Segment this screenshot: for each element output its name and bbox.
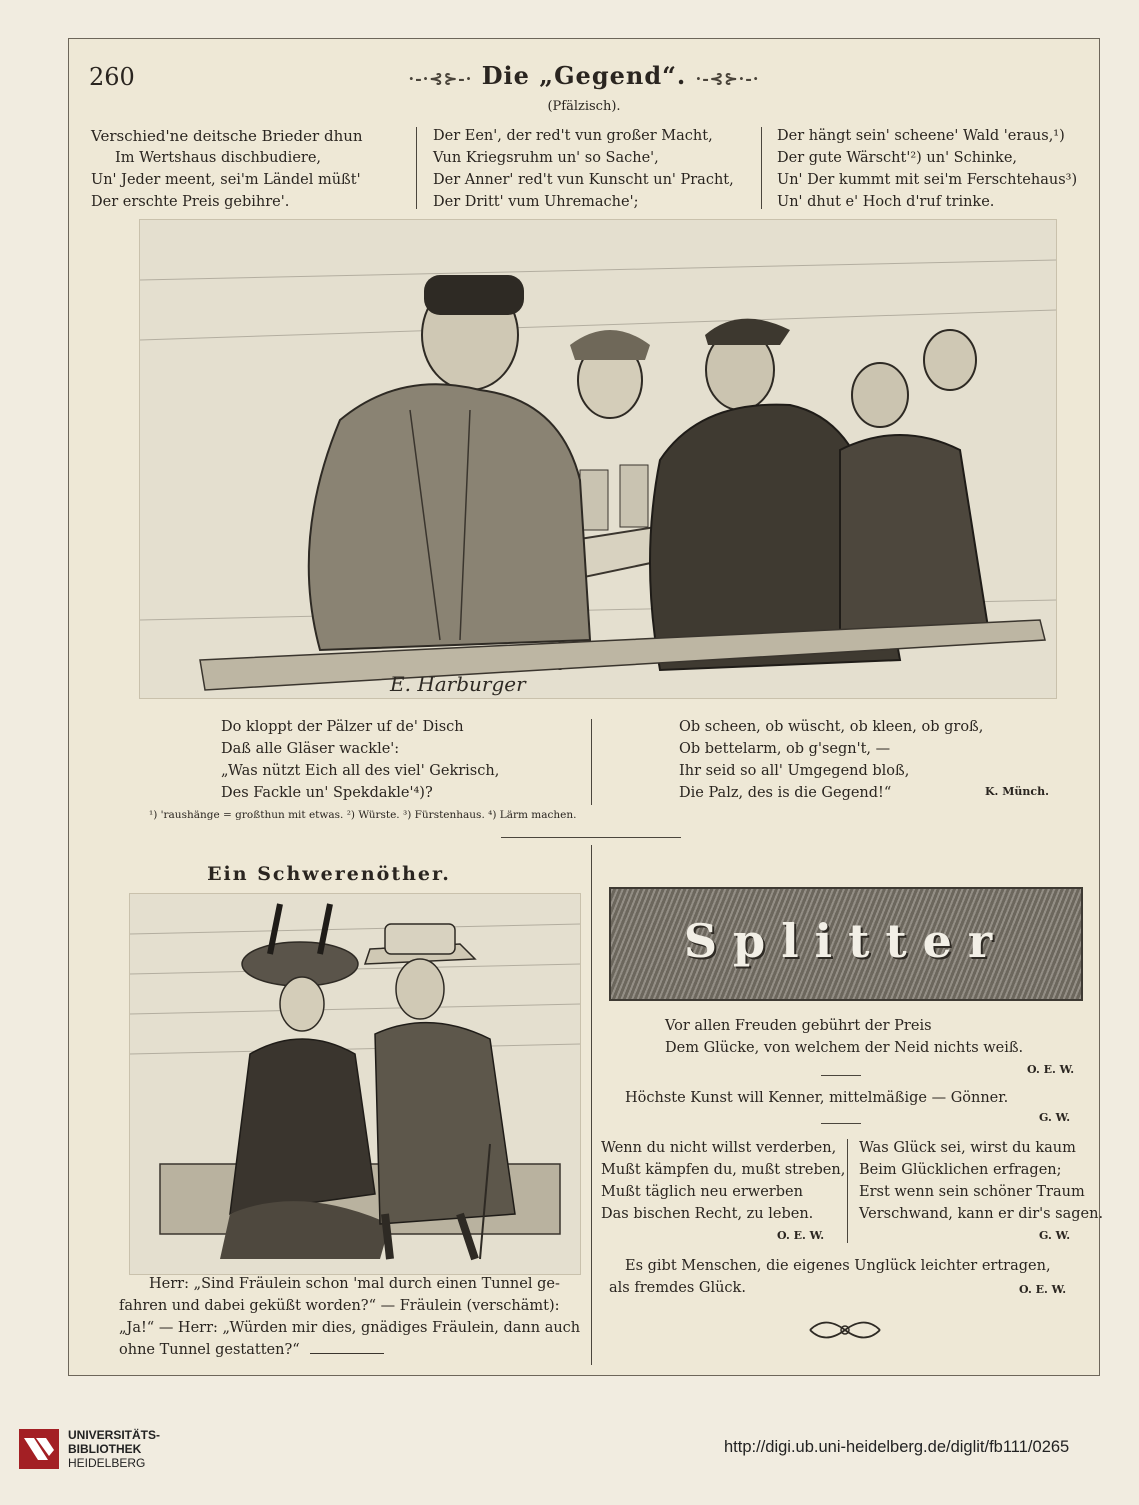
column-divider [591,845,592,1365]
signature-left: O. E. W. [777,1229,825,1242]
aphorism-2 [625,1087,1085,1109]
verse-line: Do kloppt der Pälzer uf de' Disch [221,719,464,735]
verse-line: Un' Der kummt mit sei'm Ferschtehaus³) [777,172,1078,188]
verse-line: Verschwand, kann er dir's sagen. [859,1206,1104,1222]
library-logo [18,1420,198,1480]
verse-line: Ob bettelarm, ob g'segn't, — [679,741,891,757]
library-name [68,1428,160,1470]
verse-line: Die Palz, des is die Gegend!“ [679,785,892,801]
verse-line: Der Dritt' vum Uhremache'; [433,194,639,210]
page-number: 260 [89,63,135,91]
page-title [69,61,1099,90]
illustrator-signature: E. Harburger [390,672,526,696]
aphorism-line: Vor allen Freuden gebührt der Preis [665,1018,932,1034]
verse-line: Mußt täglich neu erwerben [601,1184,803,1200]
poem-signature: K. Münch. [985,785,1049,798]
aphorism-line: als fremdes Glück. [609,1280,746,1296]
column-divider [591,719,592,805]
library-name-line: BIBLIOTHEK [68,1442,142,1456]
couple-illustration [129,893,581,1275]
verse-line: Erst wenn sein schöner Traum [859,1184,1085,1200]
tavern-drawing [140,220,1056,698]
verse-line: Des Fackle un' Spekdakle'⁴)? [221,785,433,801]
prose-line: „Ja!“ — Herr: „Würden mir dies, gnädiges Fräulein, dann auch [119,1320,581,1336]
aphorism-1 [665,1015,1085,1059]
verse-line: Mußt kämpfen du, mußt streben, [601,1162,846,1178]
verse-line: Ob scheen, ob wüscht, ob kleen, ob groß, [679,719,984,735]
verse-line: Der gute Wärscht'²) un' Schinke, [777,150,1018,166]
footnotes: ¹) 'raushänge = großthun mit etwas. ²) Würste. ³) Fürstenhaus. ⁴) Lärm machen. [149,809,577,821]
prose-line: Herr: „Sind Fräulein schon 'mal durch einen Tunnel ge- [149,1276,560,1292]
aphorism-line: Es gibt Menschen, die eigenes Unglück leichter ertragen, [625,1258,1051,1274]
prose-line [119,1339,579,1361]
verse-line: Un' Jeder meent, sei'm Ländel müßt' [91,172,361,188]
poem-right [859,1137,1104,1225]
column-divider [416,127,417,209]
verse-line: Der Een', der red't vun großer Macht, [433,128,713,144]
page-subtitle: (Pfälzisch). [547,99,621,114]
stanza-3 [777,125,1095,213]
verse-line: „Was nützt Eich all des viel' Gekrisch, [221,763,500,779]
verse-line: Daß alle Gläser wackle': [221,741,400,757]
signature-2: G. W. [1039,1111,1071,1124]
signature-right: G. W. [1039,1229,1071,1242]
section-rule [501,837,681,838]
ornament-right-icon: ·-⊰⊱·-· [695,69,760,88]
verse-line: Der hängt sein' scheene' Wald 'eraus,¹) [777,128,1065,144]
splitter-banner: Splitter [609,887,1083,1001]
verse-line: Der erschte Preis gebihre'. [91,194,290,210]
signature-1: O. E. W. [1027,1063,1075,1076]
anecdote-text [119,1273,579,1361]
library-name-line: UNIVERSITÄTS- [68,1428,161,1442]
stanza-4 [221,716,561,804]
aphorism-line: Dem Glücke, von welchem der Neid nichts weiß. [665,1040,1024,1056]
prose-line: fahren und dabei geküßt worden?“ — Fräulein (verschämt): [119,1298,560,1314]
stanza-5 [679,716,984,804]
end-rule [310,1353,384,1354]
ornament-left-icon: ·-·⊰⊱-· [408,69,473,88]
stanza-1 [91,125,411,213]
poem-left [601,1137,846,1225]
column-divider [761,127,762,209]
squiggle-rule [821,1075,861,1076]
column-divider [847,1139,848,1243]
aphorism-line: Höchste Kunst will Kenner, mittelmäßige — Gönner. [625,1090,1009,1106]
verse-line: Vun Kriegsruhm un' so Sache', [433,150,659,166]
source-url-link[interactable]: http://digi.ub.uni-heidelberg.de/diglit/fb111/0265 [724,1438,1070,1456]
verse-line: Das bischen Recht, zu leben. [601,1206,814,1222]
verse-line: Was Glück sei, wirst du kaum [859,1140,1076,1156]
prose-line-text: ohne Tunnel gestatten?“ [119,1342,300,1358]
verse-line: Un' dhut e' Hoch d'ruf trinke. [777,194,995,210]
stanza-2 [433,125,753,213]
aphorism-3 [609,1255,1089,1299]
library-name-line: HEIDELBERG [68,1456,146,1470]
library-logo-icon [18,1428,60,1470]
verse-line: Im Wertshaus dischbudiere, [115,150,322,166]
verse-line: Verschied'ne deitsche Brieder dhun [91,127,363,145]
journal-page [68,38,1104,1376]
closing-ornament-icon [805,1315,885,1349]
title-text: Die „Gegend“. [481,61,687,90]
tavern-illustration [139,219,1057,699]
squiggle-rule [821,1123,861,1124]
section-title: Ein Schwerenöther. [207,863,451,885]
couple-drawing [130,894,580,1274]
verse-line: Ihr seid so all' Umgegend bloß, [679,763,910,779]
verse-line: Beim Glücklichen erfragen; [859,1162,1062,1178]
verse-line: Wenn du nicht willst verderben, [601,1140,837,1156]
verse-line: Der Anner' red't vun Kunscht un' Pracht, [433,172,734,188]
signature-3: O. E. W. [1019,1283,1067,1296]
